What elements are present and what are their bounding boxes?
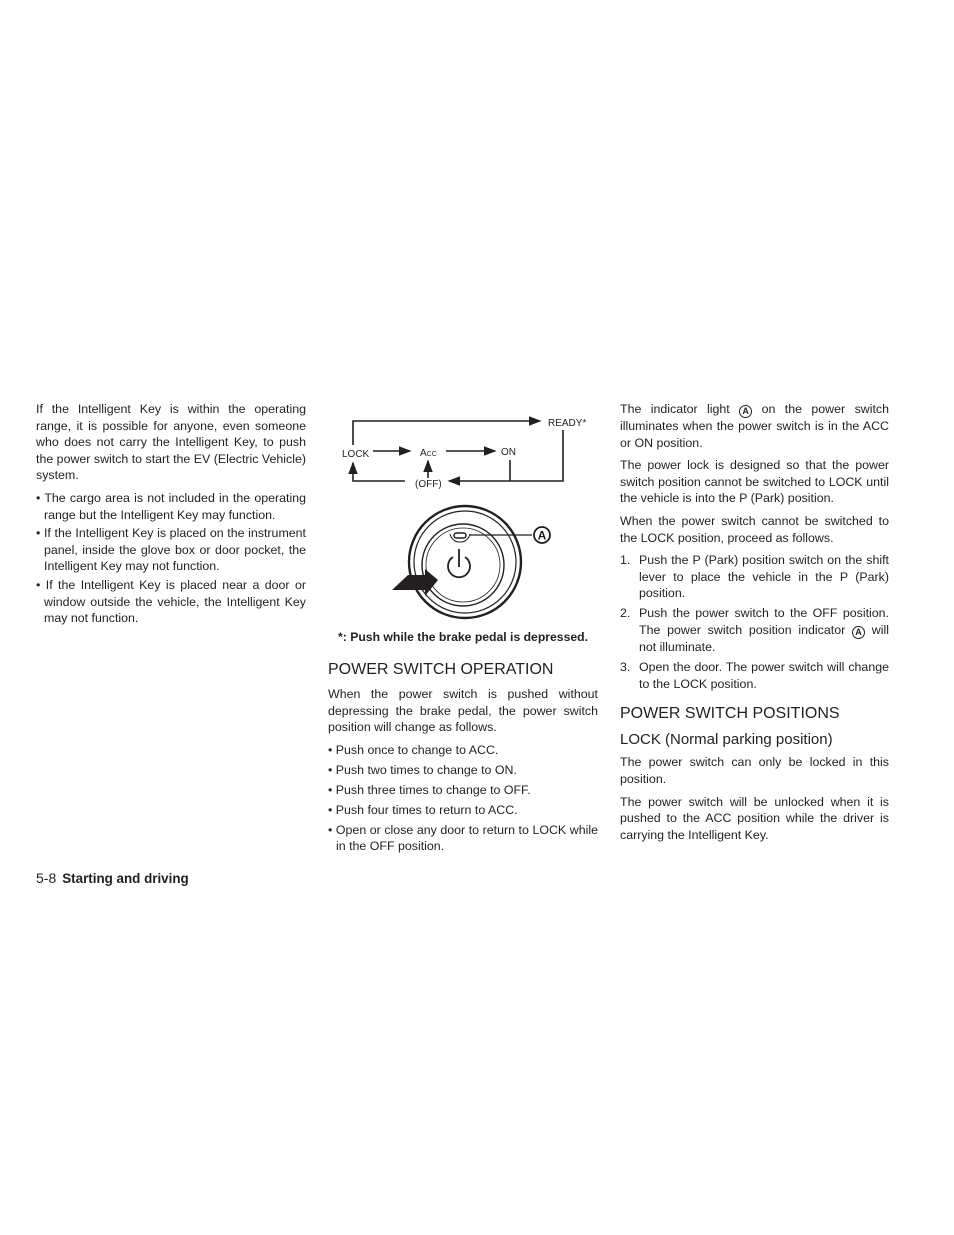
paragraph: The power switch will be unlocked when it is pushed to the ACC position while the driver is carrying the Intelligent Key. xyxy=(620,794,889,842)
paragraph: The indicator light A on the power switch illuminates when the power switch is in the ACC or ON position. xyxy=(620,402,889,450)
off-label: (OFF) xyxy=(415,479,442,490)
list-item: • Open or close any door to return to LOCK while in the OFF position. xyxy=(328,822,598,854)
indicator-light-icon xyxy=(454,533,466,538)
list-item: • Push three times to change to OFF. xyxy=(328,782,531,797)
list-item: • If the Intelligent Key is placed on the instrument panel, inside the glove box or door pocket, the Intelligent Key may not function. xyxy=(36,526,306,574)
ready-arrow xyxy=(353,421,540,445)
callout-a-label: A xyxy=(537,528,547,543)
right-column xyxy=(620,401,889,849)
paragraph: When the power switch is pushed without depressing the brake pedal, the power switch position will change as follows. xyxy=(328,687,598,735)
acc-label: ACC xyxy=(420,448,437,459)
diagram-caption: *: Push while the brake pedal is depressed. xyxy=(338,630,588,644)
page-number: 5-8 xyxy=(36,870,57,886)
page-footer xyxy=(36,870,189,888)
middle-column xyxy=(328,660,598,858)
indicator-a-marker: A xyxy=(739,405,752,418)
intro-paragraph: If the Intelligent Key is within the operating range, it is possible for anyone, even someone who does not carry the Intelligent Key, to push the power switch to start the EV (Electric Vehicle) system. xyxy=(36,402,306,483)
ready-label: READY* xyxy=(548,418,587,429)
list-item: • If the Intelligent Key is placed near a door or window outside the vehicle, the Intelligent Key may not function. xyxy=(36,577,306,626)
section-heading: POWER SWITCH POSITIONS xyxy=(620,705,840,723)
off-lock-arrow xyxy=(353,463,405,481)
lock-label: LOCK xyxy=(342,449,370,460)
list-item: 3. Open the door. The power switch will change to the LOCK position. xyxy=(620,660,889,691)
list-item: • Push once to change to ACC. xyxy=(328,742,499,757)
list-item: 2. Push the power switch to the OFF position. The power switch position indicator A will not illuminate. xyxy=(620,606,889,655)
indicator-a-marker: A xyxy=(852,626,865,639)
power-icon xyxy=(448,549,470,577)
section-title: Starting and driving xyxy=(62,871,189,886)
list-item: • Push four times to return to ACC. xyxy=(328,802,518,817)
list-item: • Push two times to change to ON. xyxy=(328,762,517,777)
subheading: LOCK (Normal parking position) xyxy=(620,731,833,749)
list-item: 1. Push the P (Park) position switch on the shift lever to place the vehicle in the P (Park) position. xyxy=(620,553,889,601)
power-switch-button-illustration xyxy=(409,506,550,618)
paragraph: The power lock is designed so that the power switch position cannot be switched to LOCK until the vehicle is into the P (Park) position. xyxy=(620,458,889,506)
paragraph: When the power switch cannot be switched to the LOCK position, proceed as follows. xyxy=(620,513,889,545)
on-label: ON xyxy=(501,447,516,458)
section-heading: POWER SWITCH OPERATION xyxy=(328,661,554,678)
list-item: • The cargo area is not included in the operating range but the Intelligent Key may function. xyxy=(36,490,306,522)
paragraph: The power switch can only be locked in this position. xyxy=(620,755,889,786)
